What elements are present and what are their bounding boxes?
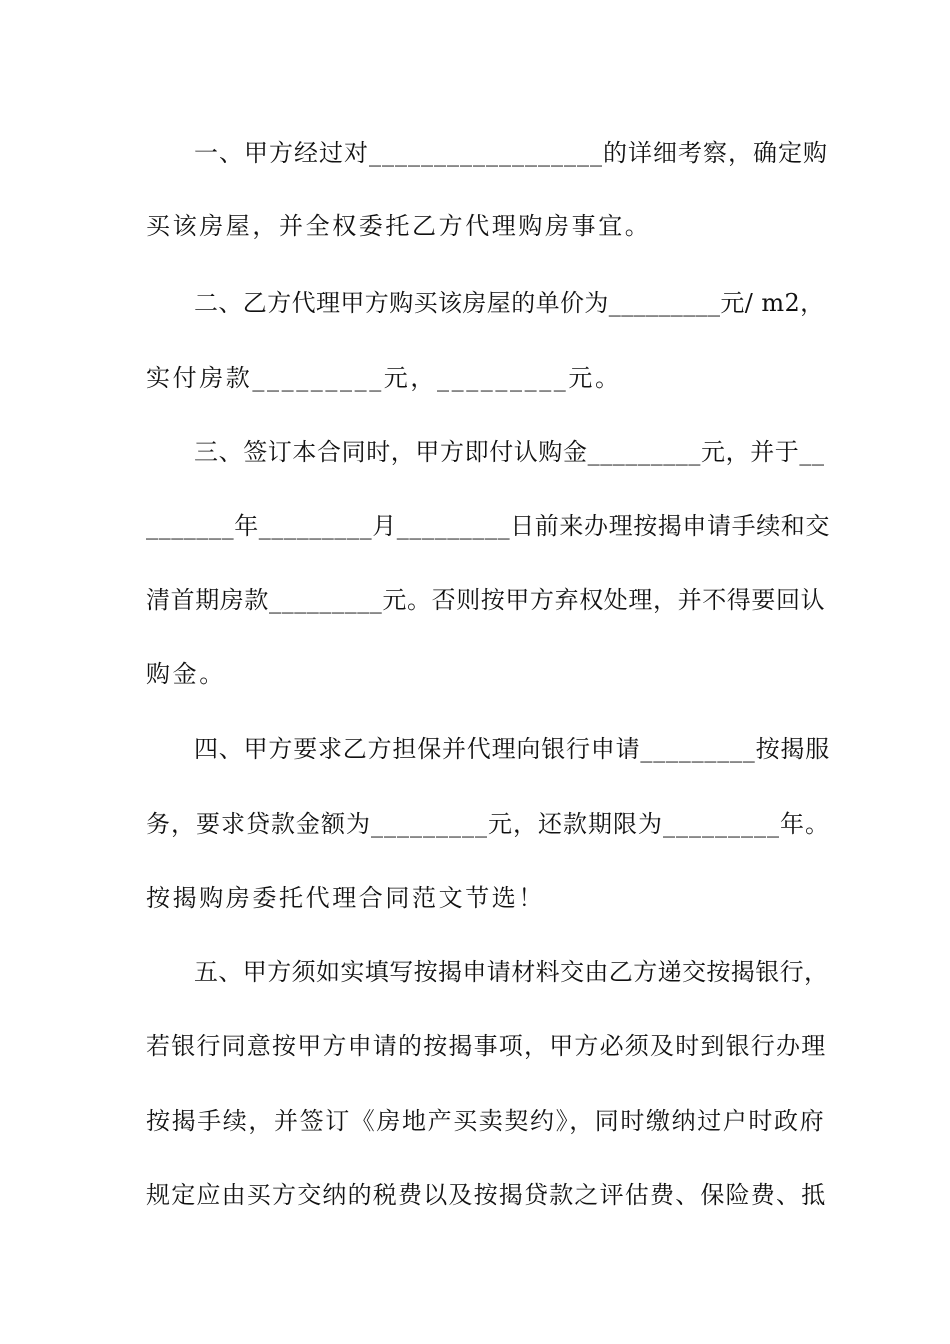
clause-5-line-1: 五、甲方须如实填写按揭申请材料交由乙方递交按揭银行， — [194, 958, 829, 986]
clause-1-line-1: 一、甲方经过对__________________的详细考察，确定购 — [194, 139, 828, 167]
clause-2-line-1: 二、乙方代理甲方购买该房屋的单价为_________元/ m2， — [194, 289, 825, 317]
clause-1-line-2: 买该房屋，并全权委托乙方代理购房事宜。 — [146, 212, 652, 240]
clause-3-line-1: 三、签订本合同时，甲方即付认购金_________元，并于__ — [194, 438, 825, 466]
clause-4-line-1: 四、甲方要求乙方担保并代理向银行申请_________按揭服 — [194, 735, 830, 763]
clause-3-line-2: _______年_________月_________日前来办理按揭申请手续和交 — [146, 512, 830, 540]
excerpt-note: 按揭购房委托代理合同范文节选！ — [146, 884, 545, 912]
clause-5-line-3: 按揭手续，并签订《房地产买卖契约》，同时缴纳过户时政府 — [146, 1107, 826, 1135]
clause-4-line-2: 务，要求贷款金额为_________元，还款期限为_________年。 — [146, 810, 830, 838]
clause-3-line-3: 清首期房款_________元。否则按甲方弃权处理，并不得要回认 — [146, 586, 826, 614]
clause-3-line-4: 购金。 — [146, 660, 226, 688]
clause-2-line-2: 实付房款_________元，_________元。 — [146, 364, 622, 392]
clause-5-line-4: 规定应由买方交纳的税费以及按揭贷款之评估费、保险费、抵 — [146, 1181, 827, 1209]
clause-5-line-2: 若银行同意按甲方申请的按揭事项，甲方必须及时到银行办理 — [146, 1032, 827, 1060]
